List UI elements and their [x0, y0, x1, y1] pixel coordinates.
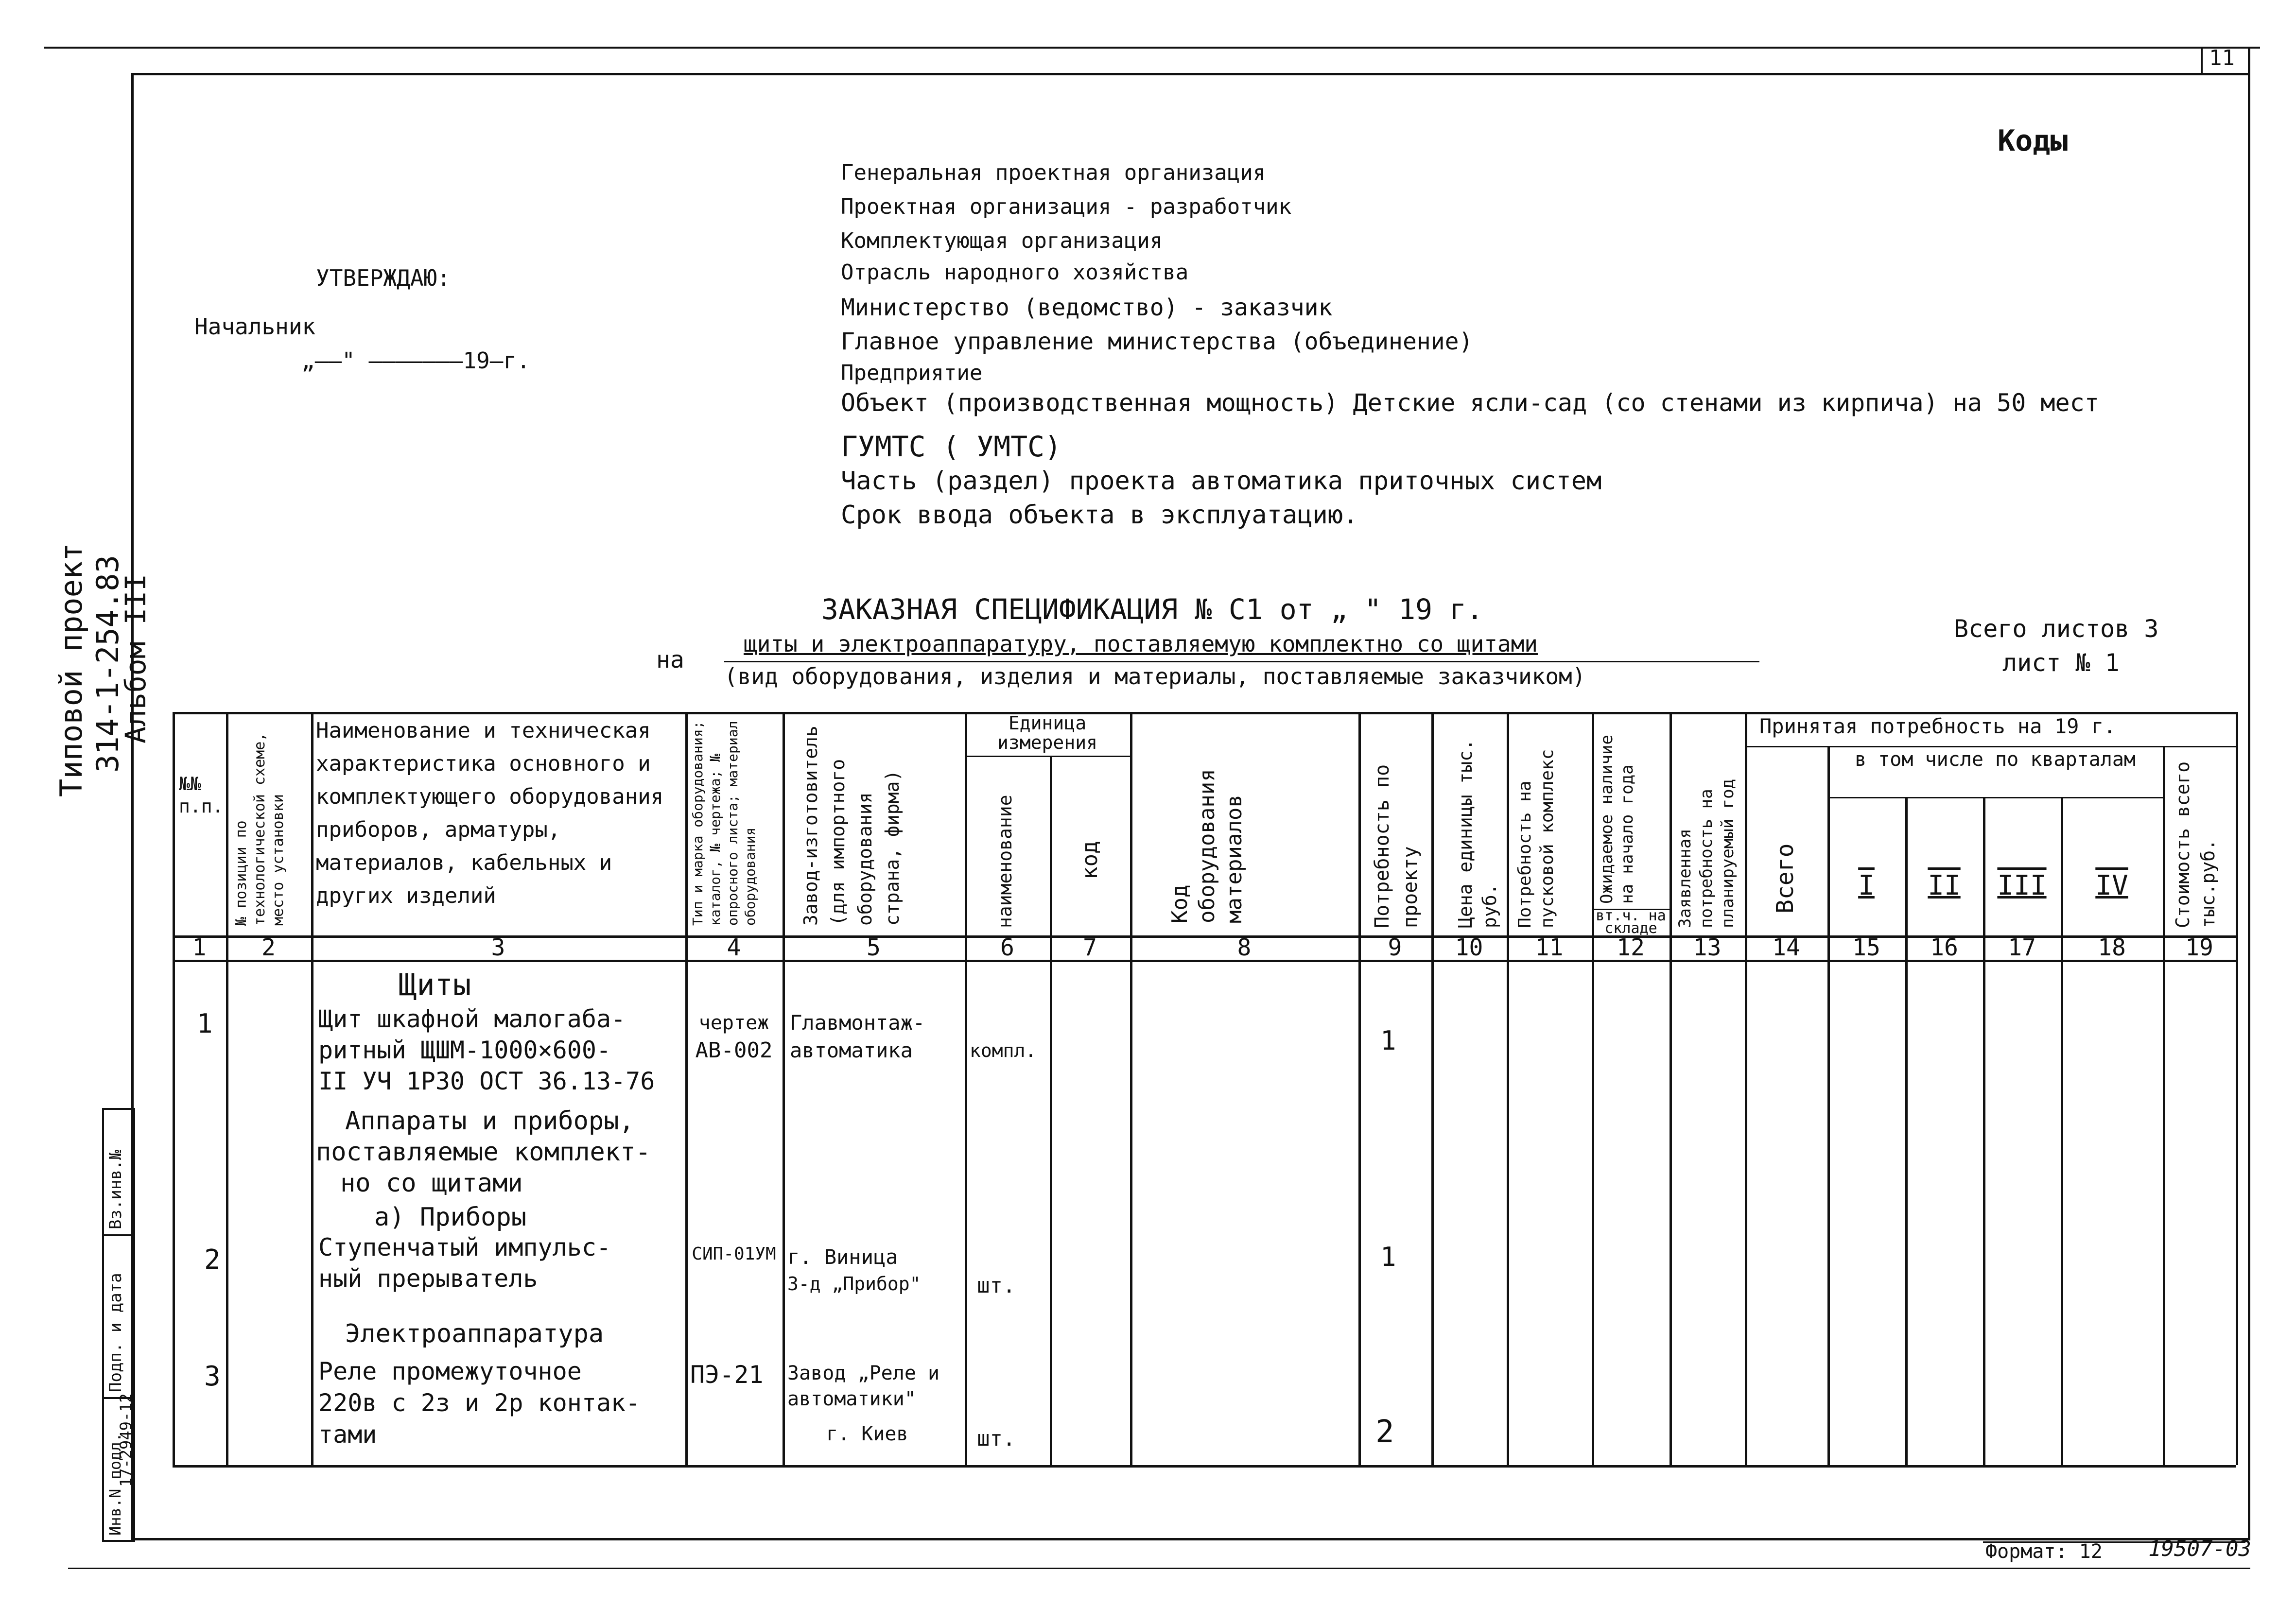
- sheet-number: лист № 1: [2002, 649, 2120, 677]
- corner-number: 11: [2209, 46, 2235, 70]
- section-panels: Щиты: [399, 967, 471, 1002]
- stamp-inv-dup: Вз.инв.№: [106, 1150, 125, 1229]
- row1-number: 1: [197, 1008, 213, 1039]
- row1-qty: 1: [1380, 1025, 1396, 1056]
- stamp-inv-orig-value: 17-2949-12: [117, 1393, 135, 1487]
- colnum-17: 17: [2008, 934, 2036, 961]
- frame-right: [2248, 47, 2250, 1540]
- section-devices-2: поставляемые комплект-: [316, 1138, 651, 1167]
- spec-subject-note: (вид оборудования, изделия и материалы, поставляемые заказчиком): [724, 663, 1586, 690]
- header-q3: III: [1997, 870, 2047, 901]
- header-col-1: №№ п.п.: [179, 773, 224, 817]
- org-line-developer: Проектная организация - разработчик: [841, 194, 1292, 219]
- colnum-2: 2: [261, 934, 276, 961]
- col-line-2: [311, 712, 313, 1465]
- col-line-3: [685, 712, 688, 1465]
- row2-maker-1: г. Виница: [787, 1245, 898, 1269]
- col-line-13: [1745, 712, 1747, 1465]
- row2-unit: шт.: [977, 1273, 1016, 1298]
- header-col-7: код: [1078, 841, 1102, 880]
- approve-title: УТВЕРЖДАЮ:: [316, 265, 451, 291]
- section-devices-3: но со щитами: [340, 1169, 523, 1198]
- row1-name-2: ритный ЩШМ-1000×600-: [318, 1036, 611, 1064]
- row1-maker-2: автоматика: [790, 1038, 913, 1062]
- org-line-gumts: ГУМТС ( УМТС): [841, 430, 1061, 463]
- row1-unit: компл.: [970, 1040, 1037, 1061]
- stamp-inv-orig: Инв.N подл.: [106, 1433, 124, 1536]
- col-line-12: [1670, 712, 1672, 1465]
- col-line-1: [226, 712, 228, 1465]
- colnum-8: 8: [1237, 934, 1252, 961]
- org-line-enterprise: Предприятие: [841, 361, 983, 385]
- table-bottom-line: [173, 1465, 2236, 1468]
- header-accepted: Принятая потребность на 19 г.: [1759, 714, 2116, 738]
- header-col-6: наименование: [994, 795, 1016, 928]
- col-line-10: [1507, 712, 1509, 1465]
- header-col-9: Потребность по проекту: [1371, 764, 1422, 928]
- org-line-supplier: Комплектующая организация: [841, 228, 1163, 253]
- row2-name-2: ный прерыватель: [318, 1264, 538, 1293]
- org-line-main-dept: Главное управление министерства (объединение): [841, 328, 1473, 355]
- row1-name-3: II УЧ 1Р30 ОСТ 36.13-76: [318, 1067, 655, 1095]
- header-col-12: Ожидаемое наличие на начало года: [1597, 735, 1637, 904]
- header-quarters: в том числе по кварталам: [1855, 748, 2136, 771]
- row3-type: ПЭ-21: [690, 1361, 764, 1389]
- unit-group-line: [965, 756, 1130, 757]
- frame-top: [131, 73, 2250, 75]
- header-col-11: Потребность на пусковой комплекс: [1515, 749, 1557, 928]
- row3-name-1: Реле промежуточное: [318, 1357, 582, 1385]
- codes-label: Коды: [1998, 124, 2068, 158]
- row3-qty: 2: [1375, 1414, 1394, 1450]
- colnum-3: 3: [491, 934, 505, 961]
- col-line-8: [1358, 712, 1361, 1465]
- org-line-part: Часть (раздел) проекта автоматика приточных систем: [841, 467, 1602, 496]
- row2-maker-2: 3-д „Прибор": [787, 1273, 921, 1295]
- side-project-code: 314-1-254.83: [90, 555, 125, 773]
- row3-maker-2: автоматики": [787, 1388, 916, 1410]
- side-project-label: Типовой проект: [53, 543, 89, 797]
- header-col-5: Завод-изготовитель (для импортного оборудования страна, фирма): [800, 726, 903, 926]
- side-album: Альбом III: [119, 573, 152, 743]
- colnum-4: 4: [727, 934, 741, 961]
- col-line-19: [2236, 712, 2238, 1465]
- colnum-15: 15: [1852, 934, 1880, 961]
- row1-maker-1: Главмонтаж-: [790, 1011, 925, 1035]
- header-col-4: Тип и марка оборудования; каталог, № чертежа; № опросного листа; материал оборудования: [690, 721, 758, 926]
- header-col-12-sub: вт.ч. на складе: [1596, 907, 1666, 937]
- header-col-13: Заявленная потребность на планируемый год: [1675, 778, 1738, 928]
- org-line-deadline: Срок ввода объекта в эксплуатацию.: [841, 501, 1358, 530]
- approve-date-line: „——" ———————19—г.: [301, 347, 530, 374]
- row2-number: 2: [204, 1244, 221, 1276]
- header-col-3: Наименование и техническая характеристика основного и комплектующего оборудования приборов, арматуры, материалов, кабельных и других изделий: [316, 718, 664, 908]
- header-unit-group: Единица измерения: [997, 712, 1097, 753]
- row2-name-1: Ступенчатый импульс-: [318, 1233, 611, 1261]
- bottom-edge: [68, 1568, 2250, 1569]
- spec-subject: щиты и электроаппаратуру, поставляемую комплектно со щитами: [744, 631, 1538, 657]
- col-line-18: [2163, 746, 2165, 1465]
- colnum-13: 13: [1693, 934, 1722, 961]
- colnum-9: 9: [1388, 934, 1402, 961]
- row3-number: 3: [204, 1361, 221, 1392]
- row1-type-1: чертеж: [698, 1012, 769, 1034]
- header-col-2: № позиции по технологической схеме, место установки: [233, 732, 287, 926]
- row1-name-1: Щит шкафной малогаба-: [318, 1005, 626, 1033]
- col-line-5: [965, 712, 967, 1465]
- col-line-6: [1050, 756, 1052, 1465]
- colnum-16: 16: [1930, 934, 1958, 961]
- frame-bottom: [131, 1538, 2250, 1540]
- top-border: [44, 47, 2260, 49]
- row3-maker-1: Завод „Реле и: [787, 1362, 940, 1384]
- format-label: Формат: 12: [1985, 1540, 2103, 1563]
- accepted-line: [1745, 746, 2236, 747]
- quarters-line: [1827, 797, 2163, 798]
- header-col-14: Всего: [1772, 843, 1799, 914]
- corner-divider: [2201, 47, 2203, 73]
- section-electro: Электроаппаратура: [345, 1319, 604, 1348]
- header-q1: I: [1858, 870, 1875, 901]
- stamp-div-1: [102, 1234, 131, 1236]
- drawing-number: 19507-03: [2148, 1537, 2251, 1561]
- row1-type-2: АВ-002: [695, 1038, 773, 1063]
- col-line-11: [1592, 712, 1594, 1465]
- total-sheets: Всего листов 3: [1954, 615, 2159, 643]
- colnum-6: 6: [1000, 934, 1014, 961]
- stamp-sign-date: Подп. и дата: [106, 1273, 125, 1392]
- subject-underline: [724, 661, 1759, 662]
- colnum-5: 5: [867, 934, 881, 961]
- col-line-0: [173, 712, 175, 1465]
- row3-name-2: 220в с 2з и 2р контак-: [318, 1389, 641, 1417]
- row3-name-3: тами: [318, 1420, 377, 1449]
- spec-na: на: [656, 646, 684, 674]
- header-q2: II: [1928, 870, 1961, 901]
- row3-unit: шт.: [977, 1426, 1016, 1451]
- colnum-10: 10: [1455, 934, 1483, 961]
- col-line-9: [1431, 712, 1434, 1465]
- spec-title: ЗАКАЗНАЯ СПЕЦИФИКАЦИЯ № С1 от „ " 19 г.: [821, 593, 1483, 626]
- colnum-19: 19: [2185, 934, 2213, 961]
- org-line-ministry: Министерство (ведомство) - заказчик: [841, 294, 1333, 321]
- colnum-12: 12: [1617, 934, 1645, 961]
- section-devices-a: а) Приборы: [374, 1203, 527, 1232]
- header-col-19: Стоимость всего тыс.руб.: [2172, 761, 2219, 928]
- colnum-11: 11: [1535, 934, 1564, 961]
- col-line-14: [1827, 746, 1830, 1465]
- section-devices-1: Аппараты и приборы,: [345, 1106, 634, 1136]
- row3-maker-3: г. Киев: [826, 1423, 908, 1445]
- approve-role: Начальник: [194, 313, 316, 340]
- col-line-7: [1130, 712, 1132, 1465]
- colnum-1: 1: [192, 934, 207, 961]
- row2-qty: 1: [1380, 1242, 1396, 1272]
- row2-type: СИП-01УМ: [692, 1244, 776, 1264]
- header-q4: IV: [2095, 870, 2128, 901]
- col-line-4: [783, 712, 785, 1465]
- colnum-18: 18: [2098, 934, 2126, 961]
- colnum-7: 7: [1083, 934, 1097, 961]
- org-line-general: Генеральная проектная организация: [841, 160, 1266, 185]
- org-line-object: Объект (производственная мощность) Детские ясли-сад (со стенами из кирпича) на 50 мест: [841, 389, 2099, 417]
- header-col-10: Цена единицы тыс. руб.: [1455, 739, 1500, 928]
- header-col-8: Код оборудования материалов: [1167, 769, 1247, 923]
- org-line-branch: Отрасль народного хозяйства: [841, 260, 1189, 285]
- colnum-14: 14: [1772, 934, 1800, 961]
